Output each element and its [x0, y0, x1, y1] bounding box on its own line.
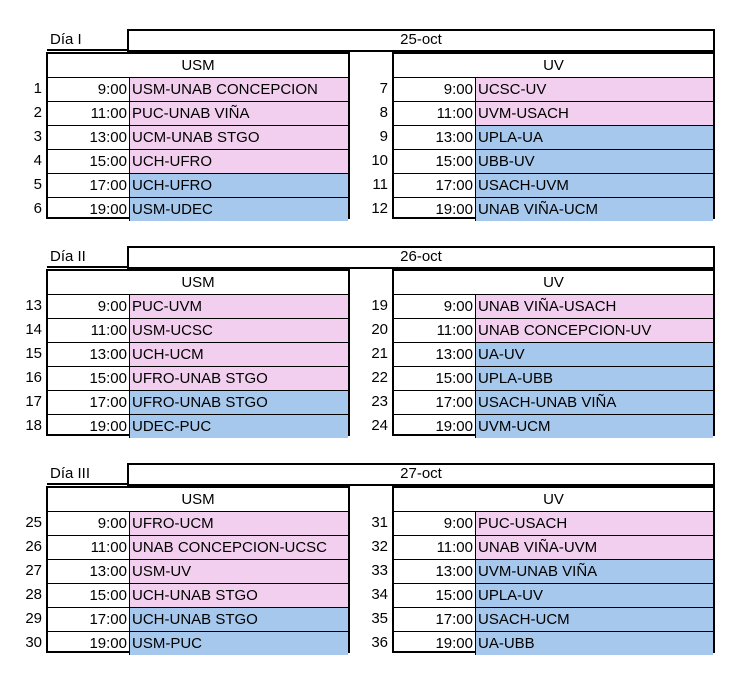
- match-number: 4: [33, 152, 42, 169]
- match-row: [394, 125, 713, 149]
- match-teams: UCH-UCM: [130, 343, 348, 366]
- match-time: 13:00: [48, 126, 130, 149]
- match-teams: PUC-UVM: [130, 295, 348, 318]
- match-time: 13:00: [394, 126, 476, 149]
- match-row: [394, 173, 713, 197]
- match-time: 15:00: [394, 367, 476, 390]
- match-row: [48, 318, 348, 342]
- match-teams: UPLA-UBB: [476, 367, 713, 390]
- match-time: 11:00: [394, 319, 476, 342]
- usm-venue-table: [46, 486, 350, 653]
- match-time: 19:00: [394, 198, 476, 221]
- match-number: 25: [25, 514, 42, 531]
- day-label: Día I: [47, 29, 127, 51]
- match-teams: USM-UV: [130, 560, 348, 583]
- match-row: [394, 390, 713, 414]
- match-row: [48, 511, 348, 535]
- match-teams: UVM-UNAB VIÑA: [476, 560, 713, 583]
- venue-header: USM: [181, 491, 215, 508]
- match-teams: UNAB VIÑA-USACH: [476, 295, 713, 318]
- match-time: 15:00: [48, 367, 130, 390]
- usm-venue-table: [46, 52, 350, 219]
- match-number: 21: [371, 345, 388, 362]
- match-number: 26: [25, 538, 42, 555]
- venue-header: UV: [543, 491, 564, 508]
- match-time: 17:00: [48, 174, 130, 197]
- match-teams: PUC-USACH: [476, 512, 713, 535]
- match-number: 35: [371, 610, 388, 627]
- match-teams: UNAB VIÑA-UCM: [476, 198, 713, 221]
- match-teams: UBB-UV: [476, 150, 713, 173]
- match-row: [48, 101, 348, 125]
- match-time: 19:00: [48, 632, 130, 655]
- match-teams: UCSC-UV: [476, 78, 713, 101]
- match-time: 9:00: [48, 512, 130, 535]
- match-row: [48, 125, 348, 149]
- venue-header: UV: [543, 274, 564, 291]
- match-teams: UCM-UNAB STGO: [130, 126, 348, 149]
- day-date: 27-oct: [127, 463, 715, 486]
- match-row: [48, 607, 348, 631]
- match-teams: USM-PUC: [130, 632, 348, 655]
- match-time: 17:00: [394, 391, 476, 414]
- match-number: 9: [379, 128, 388, 145]
- match-row: [48, 366, 348, 390]
- match-number: 10: [371, 152, 388, 169]
- match-number: 15: [25, 345, 42, 362]
- match-number: 19: [371, 297, 388, 314]
- match-time: 11:00: [48, 319, 130, 342]
- match-time: 13:00: [48, 560, 130, 583]
- match-teams: USM-UCSC: [130, 319, 348, 342]
- match-number: 31: [371, 514, 388, 531]
- match-teams: UCH-UNAB STGO: [130, 608, 348, 631]
- match-number: 32: [371, 538, 388, 555]
- match-time: 13:00: [394, 560, 476, 583]
- match-time: 17:00: [394, 608, 476, 631]
- match-time: 13:00: [394, 343, 476, 366]
- match-time: 11:00: [394, 102, 476, 125]
- match-row: [394, 511, 713, 535]
- match-row: [394, 101, 713, 125]
- match-number: 17: [25, 393, 42, 410]
- match-row: [394, 607, 713, 631]
- match-teams: UDEC-PUC: [130, 415, 348, 438]
- match-row: [48, 631, 348, 655]
- uv-venue-table: [392, 52, 715, 219]
- match-row: [48, 149, 348, 173]
- match-time: 15:00: [48, 150, 130, 173]
- match-teams: UVM-USACH: [476, 102, 713, 125]
- match-number: 11: [372, 176, 388, 193]
- match-number: 12: [371, 200, 388, 217]
- match-number: 20: [371, 321, 388, 338]
- match-row: [48, 294, 348, 318]
- match-row: [48, 390, 348, 414]
- match-time: 11:00: [48, 536, 130, 559]
- match-number: 16: [25, 369, 42, 386]
- match-row: [394, 294, 713, 318]
- match-row: [394, 631, 713, 655]
- match-teams: USM-UNAB CONCEPCION: [130, 78, 348, 101]
- match-row: [48, 173, 348, 197]
- match-row: [394, 559, 713, 583]
- match-number: 29: [25, 610, 42, 627]
- match-teams: UPLA-UA: [476, 126, 713, 149]
- match-number: 28: [25, 586, 42, 603]
- match-time: 15:00: [394, 584, 476, 607]
- match-time: 9:00: [394, 78, 476, 101]
- day-label: Día III: [47, 463, 127, 485]
- match-number: 22: [371, 369, 388, 386]
- match-time: 17:00: [48, 391, 130, 414]
- match-row: [48, 535, 348, 559]
- match-time: 15:00: [394, 150, 476, 173]
- match-time: 19:00: [48, 415, 130, 438]
- match-number: 24: [371, 417, 388, 434]
- match-teams: UCH-UNAB STGO: [130, 584, 348, 607]
- match-teams: UFRO-UCM: [130, 512, 348, 535]
- match-teams: UCH-UFRO: [130, 174, 348, 197]
- venue-header: USM: [181, 57, 215, 74]
- match-number: 34: [371, 586, 388, 603]
- match-number: 14: [25, 321, 42, 338]
- match-row: [394, 535, 713, 559]
- match-number: 27: [25, 562, 42, 579]
- match-teams: PUC-UNAB VIÑA: [130, 102, 348, 125]
- match-time: 9:00: [48, 78, 130, 101]
- match-row: [394, 366, 713, 390]
- match-number: 2: [33, 104, 42, 121]
- match-teams: UNAB CONCEPCION-UV: [476, 319, 713, 342]
- match-time: 11:00: [48, 102, 130, 125]
- day-section: [0, 434, 749, 652]
- match-teams: USACH-UNAB VIÑA: [476, 391, 713, 414]
- match-number: 36: [371, 634, 388, 651]
- match-number: 7: [379, 80, 388, 97]
- day-section: [0, 0, 749, 218]
- match-time: 19:00: [48, 198, 130, 221]
- usm-venue-table: [46, 269, 350, 436]
- match-row: [48, 342, 348, 366]
- venue-header: USM: [181, 274, 215, 291]
- match-teams: UNAB CONCEPCION-UCSC: [130, 536, 348, 559]
- match-teams: UA-UBB: [476, 632, 713, 655]
- match-teams: UFRO-UNAB STGO: [130, 391, 348, 414]
- match-time: 19:00: [394, 632, 476, 655]
- uv-venue-table: [392, 486, 715, 653]
- match-teams: USM-UDEC: [130, 198, 348, 221]
- match-time: 15:00: [48, 584, 130, 607]
- match-row: [48, 77, 348, 101]
- match-teams: UNAB VIÑA-UVM: [476, 536, 713, 559]
- match-number: 1: [33, 80, 42, 97]
- match-number: 23: [371, 393, 388, 410]
- match-time: 17:00: [48, 608, 130, 631]
- match-number: 30: [25, 634, 42, 651]
- match-number: 13: [25, 297, 42, 314]
- match-row: [394, 342, 713, 366]
- match-row: [48, 583, 348, 607]
- day-label: Día II: [47, 246, 127, 268]
- match-teams: UFRO-UNAB STGO: [130, 367, 348, 390]
- match-row: [394, 77, 713, 101]
- match-time: 19:00: [394, 415, 476, 438]
- match-time: 11:00: [394, 536, 476, 559]
- match-time: 9:00: [394, 295, 476, 318]
- match-row: [394, 583, 713, 607]
- match-teams: USACH-UVM: [476, 174, 713, 197]
- match-row: [394, 318, 713, 342]
- match-teams: UPLA-UV: [476, 584, 713, 607]
- match-number: 8: [379, 104, 388, 121]
- venue-header: UV: [543, 57, 564, 74]
- match-number: 18: [25, 417, 42, 434]
- match-teams: UVM-UCM: [476, 415, 713, 438]
- day-section: [0, 217, 749, 435]
- match-time: 9:00: [394, 512, 476, 535]
- match-row: [48, 559, 348, 583]
- match-time: 17:00: [394, 174, 476, 197]
- match-teams: UA-UV: [476, 343, 713, 366]
- match-number: 5: [33, 176, 42, 193]
- day-date: 25-oct: [127, 29, 715, 52]
- match-teams: USACH-UCM: [476, 608, 713, 631]
- match-row: [394, 149, 713, 173]
- match-time: 13:00: [48, 343, 130, 366]
- match-number: 33: [371, 562, 388, 579]
- match-time: 9:00: [48, 295, 130, 318]
- match-teams: UCH-UFRO: [130, 150, 348, 173]
- day-date: 26-oct: [127, 246, 715, 269]
- match-number: 3: [33, 128, 42, 145]
- uv-venue-table: [392, 269, 715, 436]
- match-number: 6: [33, 200, 42, 217]
